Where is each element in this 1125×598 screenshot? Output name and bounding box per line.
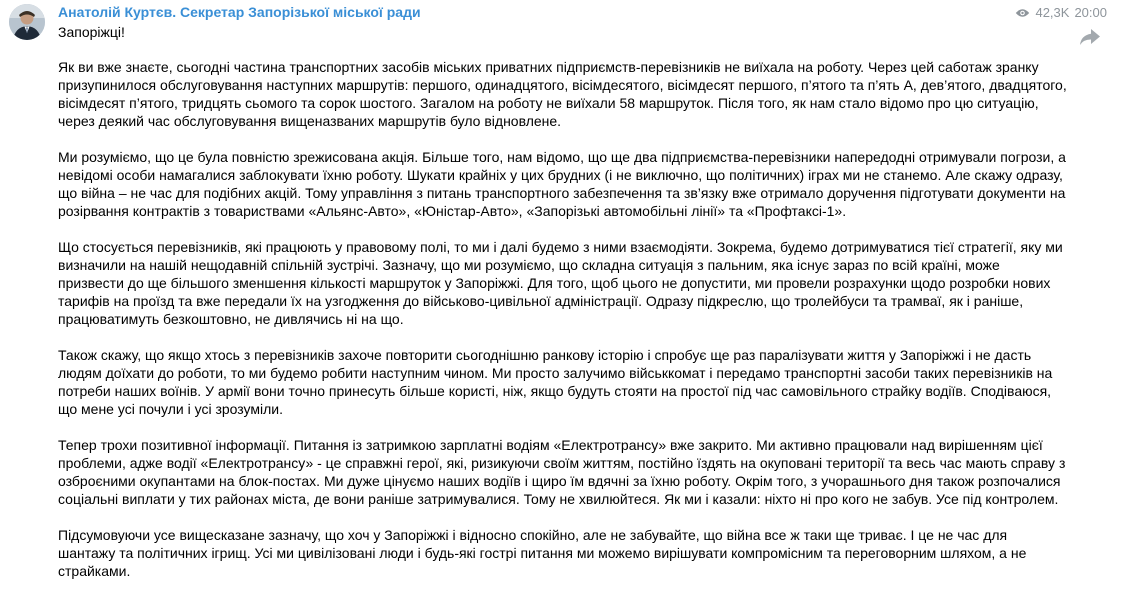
avatar[interactable] <box>9 4 45 40</box>
eye-icon <box>1015 8 1030 18</box>
post-time: 20:00 <box>1074 5 1107 20</box>
post-author[interactable]: Анатолій Куртєв. Секретар Запорізької міської ради <box>58 4 421 20</box>
share-arrow-icon <box>1079 28 1101 46</box>
post-paragraph: Що стосується перевізників, які працюють у правовому полі, то ми і далі будемо з ними взаємодіяти. Зокрема, будемо дотримуватися тієї стратегії, яку ми визначили на нашій нещодавній спільній зустрічі. Зазначу, що ми розуміємо, що складна ситуація з пальним, яка існує зараз по всій країні, може призвести до ще більшого зменшення кількості маршруток у Запоріжжі. Для того, щоб цього не допустити, ми провели розрахунки щодо розробки нових тарифів на проїзд та вже передали їх на узгодження до військово-цивільної адміністрації. Одразу підкреслю, що тролейбуси та трамваї, як і раніше, працюватимуть безкоштовно, не дивлячись ні на що. <box>58 239 1063 327</box>
view-count: 42,3K <box>1035 5 1070 20</box>
post-meta <box>1015 5 1107 20</box>
post-paragraph: Підсумовуючи усе вищесказане зазначу, що хоч у Запоріжжі і відносно спокійно, але не забувайте, що війна все ж таки ще триває. І це не час для шантажу та політичних ігрищ. Усі ми цивілізовані люди і будь-які гострі питання ми можемо вирішувати компромісним та переговорним шляхом, а не страйками. <box>58 527 1027 579</box>
post-paragraph: Також скажу, що якщо хтось з перевізників захоче повторити сьогоднішню ранкову історію і спробує ще раз паралізувати життя у Запоріжжі і не дасть людям доїхати до роботи, то ми будемо робити наступним чином. Ми просто залучимо військкомат і передамо транспортні засоби таких перевізників на потреби наших воїнів. У армії вони точно принесуть більше користі, ніж, якщо будуть стояти на простої під час самовільного страйку водіїв. Сподіваюся, що мене усі почули і усі зрозуміли. <box>58 347 1053 417</box>
share-button[interactable] <box>1079 28 1101 46</box>
post-paragraph: Як ви вже знаєте, сьогодні частина транспортних засобів міських приватних підприємств-перевізників не виїхала на роботу. Через цей саботаж зранку призупинилося обслуговування наступних маршрутів: першого, одинадцятого, вісімдесятого, вісімдесят першого, п’ятого та п’ять А, дев’ятого, двадцятого, вісімдесят п’ятого, тридцять сьомого та сорок шостого. Загалом на роботу не виїхали 58 маршруток. Після того, як нам стало відомо про цю ситуацію, через деякий час обслуговування вищеназваних маршрутів було відновлене. <box>58 59 1067 129</box>
post-paragraph: Тепер трохи позитивної інформації. Питання із затримкою зарплатні водіям «Електротрансу» вже закрито. Ми активно працювали над вирішенням цієї проблеми, адже водії «Електротрансу» - це справжні герої, які, ризикуючи своїм життям, постійно їздять на окуповані території та весь час мають справу з озброєними окупантами на блок-постах. Ми дуже цінуємо наших водіїв і щиро їм вдячні за їхню роботу. Окрім того, з учорашнього дня також розпочалися соціальні виплати у тих районах міста, де вони раніше затримувалися. Тому не хвилюйтеся. Як ми і казали: ніхто ні про кого не забув. Усе під контролем. <box>58 437 1066 507</box>
post-body <box>58 58 1068 598</box>
post-paragraph: Ми розуміємо, що це була повністю зрежисована акція. Більше того, нам відомо, що ще два підприємства-перевізники напередодні отримували погрози, а невідомі особи намагалися заблокувати їхню роботу. Шукати крайніх у цих брудних (і не виключно, що політичних) іграх ми не станемо. Але скажу одразу, що війна – не час для подібних акцій. Тому управління з питань транспортного забезпечення та зв’язку вже отримало доручення підготувати документи на розірвання контрактів з товариствами «Альянс-Авто», «Юністар-Авто», «Запорізькі автомобільні лінії» та «Профтаксі-1». <box>58 149 1066 219</box>
post-greeting: Запоріжці! <box>58 24 125 40</box>
avatar-photo-icon <box>9 4 45 40</box>
